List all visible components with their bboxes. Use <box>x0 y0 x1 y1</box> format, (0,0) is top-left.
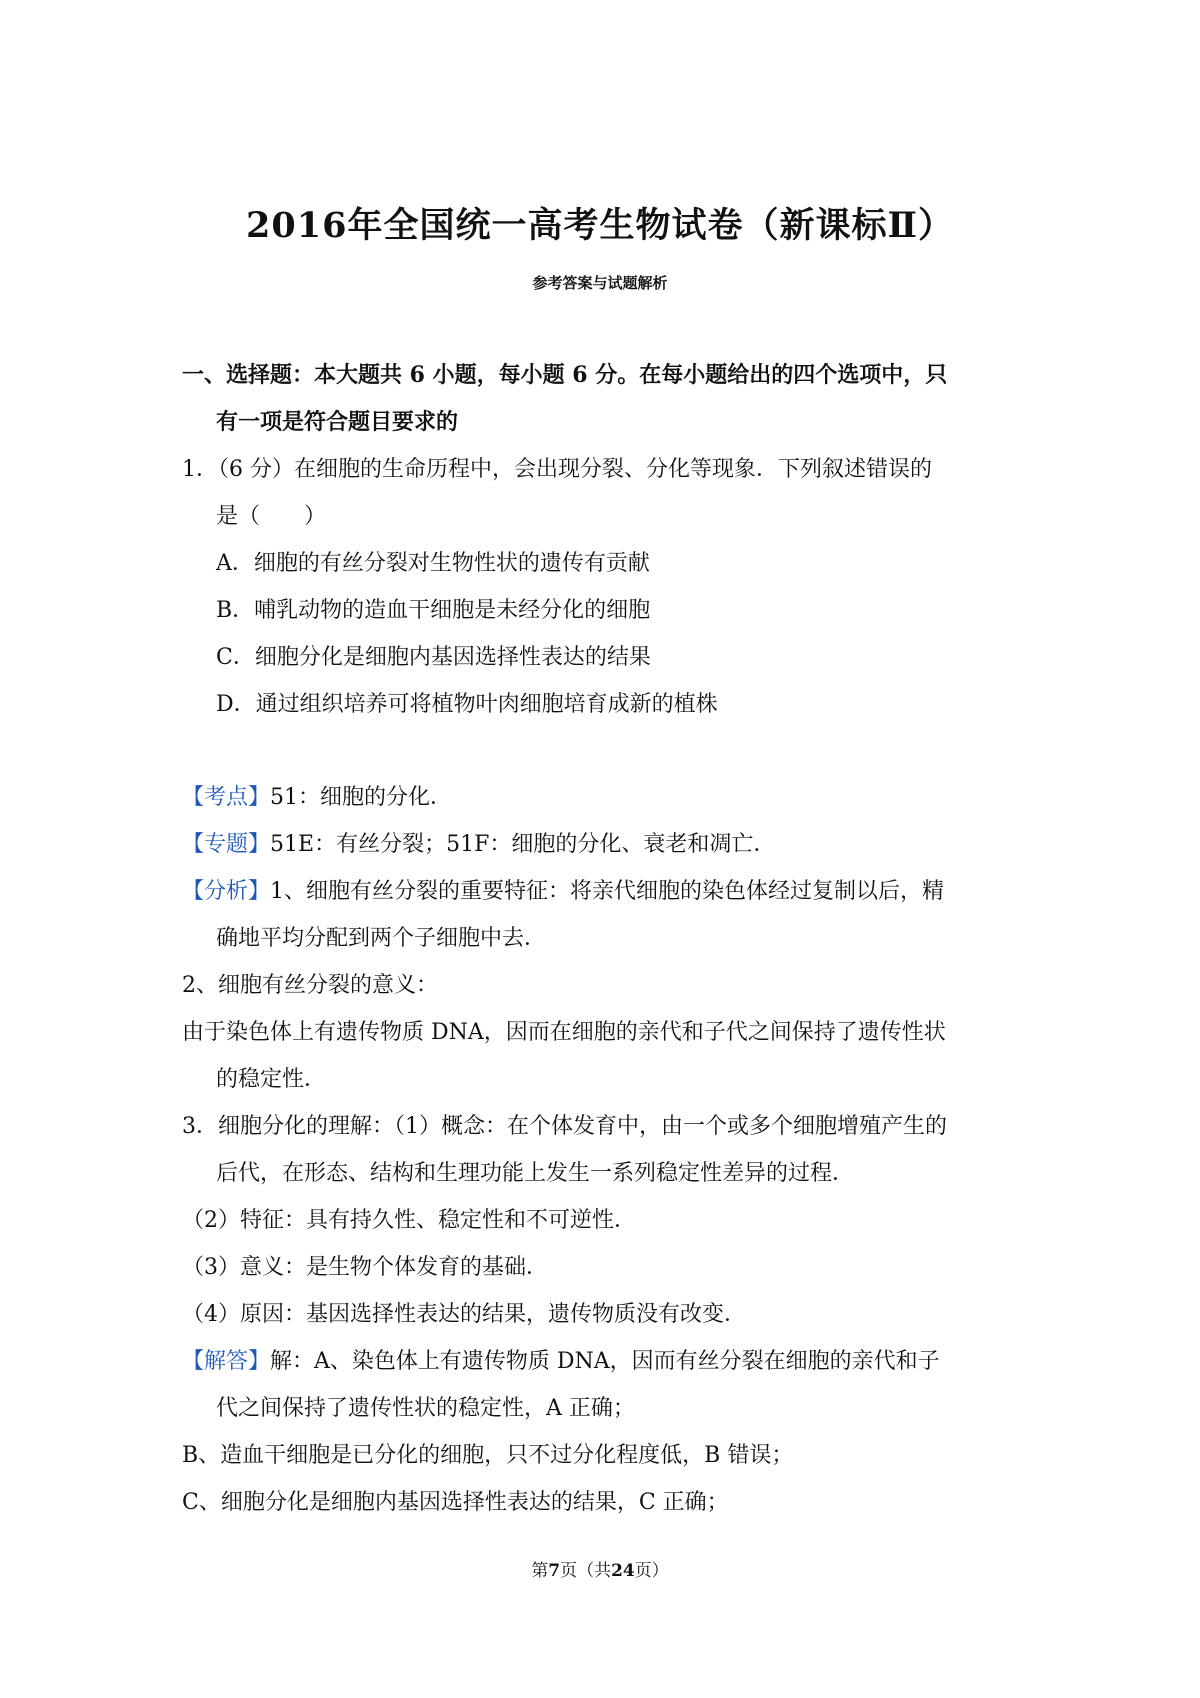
kaodian-text: 51：细胞的分化． <box>270 785 453 810</box>
zhuanti-tag: 【专题】 <box>182 832 271 857</box>
option-a: A．细胞的有丝分裂对生物性状的遗传有贡献 <box>216 551 650 576</box>
kaodian-line <box>182 774 1024 821</box>
zhuanti-line <box>182 821 1024 868</box>
page-title: 2016年全国统一高考生物试卷（新课标Ⅱ） <box>246 205 954 246</box>
option-b: B．哺乳动物的造血干细胞是未经分化的细胞 <box>216 598 651 623</box>
analysis-p2-line2: 由于染色体上有遗传物质 DNA，因而在细胞的亲代和子代之间保持了遗传性状 <box>182 1020 946 1045</box>
page-subtitle: 参考答案与试题解析 <box>532 274 668 292</box>
spacer <box>182 728 1024 774</box>
analysis-p3-item3: （3）意义：是生物个体发育的基础． <box>182 1255 548 1280</box>
analysis-p2-line3: 的稳定性． <box>216 1067 327 1092</box>
section-heading-line1: 一、选择题：本大题共 6 小题，每小题 6 分。在每小题给出的四个选项中，只 <box>182 362 948 388</box>
fenxi-tag: 【分析】 <box>182 879 271 904</box>
footer-middle: 页（共 <box>560 1561 612 1581</box>
question-stem-line1: 1．（6 分）在细胞的生命历程中，会出现分裂、分化等现象．下列叙述错误的 <box>182 457 932 482</box>
analysis-p3-item4: （4）原因：基因选择性表达的结果，遗传物质没有改变． <box>182 1302 746 1327</box>
page-footer <box>0 1556 1200 1581</box>
analysis-p3-line1: 3．细胞分化的理解：（1）概念：在个体发育中，由一个或多个细胞增殖产生的 <box>182 1114 947 1139</box>
fenxi-line1 <box>182 868 1024 915</box>
analysis-p3-item2: （2）特征：具有持久性、稳定性和不可逆性． <box>182 1208 636 1233</box>
footer-suffix: 页） <box>634 1561 669 1581</box>
document-body <box>182 352 1024 1526</box>
jieda-line1 <box>182 1338 1024 1385</box>
question-stem-line2: 是（ ） <box>216 504 327 529</box>
jieda-tag: 【解答】 <box>182 1349 271 1374</box>
analysis-p2-line1: 2、细胞有丝分裂的意义： <box>182 973 438 998</box>
kaodian-tag: 【考点】 <box>182 785 271 810</box>
zhuanti-text: 51E：有丝分裂；51F：细胞的分化、衰老和凋亡． <box>270 832 776 857</box>
jieda-text: 解：A、染色体上有遗传物质 DNA，因而有丝分裂在细胞的亲代和子 <box>270 1349 940 1374</box>
fenxi-line2: 确地平均分配到两个子细胞中去． <box>216 926 547 951</box>
footer-total-pages: 24 <box>611 1561 635 1581</box>
analysis-p3-line2: 后代，在形态、结构和生理功能上发生一系列稳定性差异的过程． <box>216 1161 855 1186</box>
jieda-c: C、细胞分化是细胞内基因选择性表达的结果，C 正确； <box>182 1490 729 1515</box>
fenxi-text: 1、细胞有丝分裂的重要特征：将亲代细胞的染色体经过复制以后，精 <box>270 879 945 904</box>
jieda-line2: 代之间保持了遗传性状的稳定性，A 正确； <box>216 1396 635 1421</box>
jieda-b: B、造血干细胞是已分化的细胞，只不过分化程度低，B 错误； <box>182 1443 794 1468</box>
section-heading-line2: 有一项是符合题目要求的 <box>216 409 459 435</box>
footer-prefix: 第 <box>531 1561 549 1581</box>
option-c: C．细胞分化是细胞内基因选择性表达的结果 <box>216 645 651 670</box>
footer-page-number: 7 <box>548 1561 561 1581</box>
option-d: D．通过组织培养可将植物叶肉细胞培育成新的植株 <box>216 692 718 717</box>
